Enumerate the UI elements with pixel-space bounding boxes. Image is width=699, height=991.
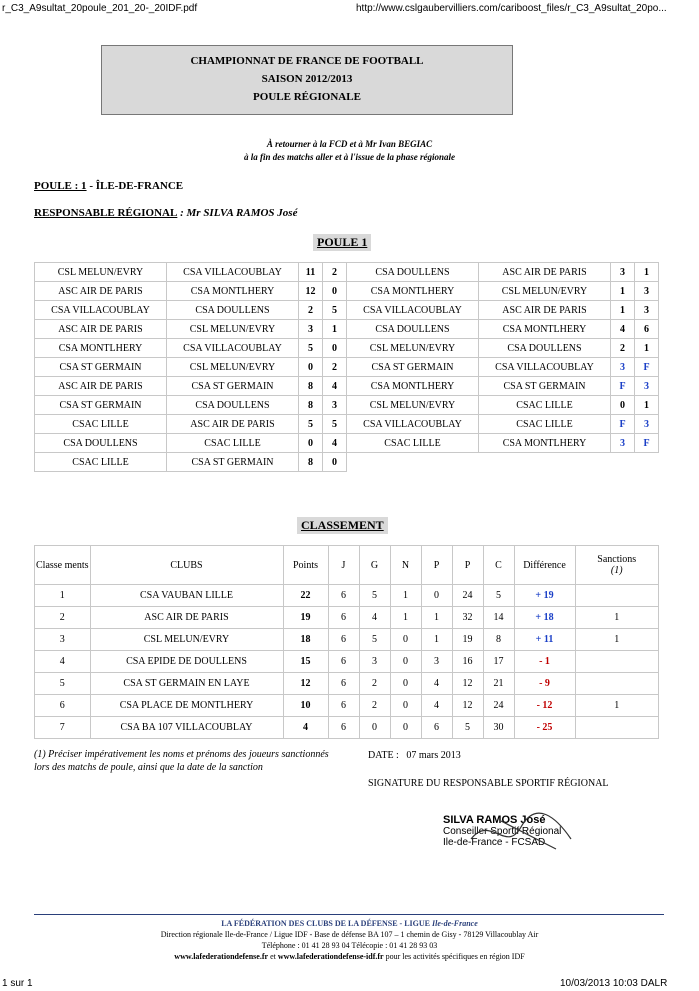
return-score-away: 3 xyxy=(635,415,659,434)
standings-c: 24 xyxy=(483,695,514,717)
match-away-team: CSA VILLACOUBLAY xyxy=(167,339,299,358)
standings-c: 17 xyxy=(483,651,514,673)
standings-points: 10 xyxy=(283,695,328,717)
match-score-home: 0 xyxy=(299,434,323,453)
match-away-team: ASC AIR DE PARIS xyxy=(167,415,299,434)
match-home-team: CSA VILLACOUBLAY xyxy=(35,301,167,320)
col-p2: P xyxy=(452,546,483,585)
standings-p1: 4 xyxy=(421,695,452,717)
match-row xyxy=(35,301,659,320)
return-score-home: 1 xyxy=(611,282,635,301)
standings-rank: 6 xyxy=(35,695,91,717)
return-score-home: 2 xyxy=(611,339,635,358)
poule-section-title: POULE 1 xyxy=(313,234,371,251)
standings-points: 15 xyxy=(283,651,328,673)
return-score-away: 1 xyxy=(635,263,659,282)
standings-p2: 32 xyxy=(452,607,483,629)
browser-tab-title: r_C3_A9sultat_20poule_201_20-_20IDF.pdf xyxy=(2,3,198,14)
match-away-team: CSA DOULLENS xyxy=(167,301,299,320)
standings-rank: 4 xyxy=(35,651,91,673)
standings-club: CSL MELUN/EVRY xyxy=(90,629,283,651)
standings-sanctions: 1 xyxy=(575,607,659,629)
sanctions-label: Sanctions xyxy=(597,554,637,565)
standings-g: 2 xyxy=(359,695,390,717)
standings-j: 6 xyxy=(328,651,359,673)
standings-club: ASC AIR DE PARIS xyxy=(90,607,283,629)
title-line-3: POULE RÉGIONALE xyxy=(253,91,361,103)
return-score-home: 3 xyxy=(611,358,635,377)
footer-heading xyxy=(0,918,699,929)
footer-divider xyxy=(34,914,664,915)
return-home-team: CSA VILLACOUBLAY xyxy=(347,415,479,434)
standings-p1: 3 xyxy=(421,651,452,673)
match-row xyxy=(35,377,659,396)
match-away-team: CSA DOULLENS xyxy=(167,396,299,415)
footer-link-1[interactable]: www.lafederationdefense.fr xyxy=(174,952,269,961)
standings-n: 0 xyxy=(390,695,421,717)
match-score-away: 0 xyxy=(323,339,347,358)
standings-j: 6 xyxy=(328,607,359,629)
standings-p2: 19 xyxy=(452,629,483,651)
col-sanctions xyxy=(575,546,659,585)
standings-row xyxy=(35,607,659,629)
standings-p1: 4 xyxy=(421,673,452,695)
standings-sanctions xyxy=(575,717,659,739)
standings-rank: 2 xyxy=(35,607,91,629)
standings-club: CSA PLACE DE MONTLHERY xyxy=(90,695,283,717)
standings-diff: - 25 xyxy=(514,717,575,739)
standings-points: 12 xyxy=(283,673,328,695)
poule-line xyxy=(34,180,183,192)
standings-c: 30 xyxy=(483,717,514,739)
match-home-team: CSAC LILLE xyxy=(35,453,167,472)
standings-club: CSA VAUBAN LILLE xyxy=(90,585,283,607)
col-j: J xyxy=(328,546,359,585)
return-score-home: 3 xyxy=(611,263,635,282)
return-score-away: F xyxy=(635,434,659,453)
match-score-home: 2 xyxy=(299,301,323,320)
return-score-away: 3 xyxy=(635,301,659,320)
standings-j: 6 xyxy=(328,585,359,607)
col-points: Points xyxy=(283,546,328,585)
standings-rank: 5 xyxy=(35,673,91,695)
responsable-value: : Mr SILVA RAMOS José xyxy=(177,207,298,219)
standings-p2: 24 xyxy=(452,585,483,607)
standings-n: 0 xyxy=(390,629,421,651)
stamp-role: Conseiller Sportif Régional xyxy=(443,826,562,837)
sanctions-footnote: (1) Préciser impérativement les noms et prénoms des joueurs sanctionnés lors des matchs de poule, ainsi que la date de la sanction xyxy=(34,749,329,773)
standings-club: CSA ST GERMAIN EN LAYE xyxy=(90,673,283,695)
signature-title: SIGNATURE DU RESPONSABLE SPORTIF RÉGIONAL xyxy=(368,778,609,789)
standings-g: 4 xyxy=(359,607,390,629)
return-home-team: CSA MONTLHERY xyxy=(347,282,479,301)
match-score-away: 1 xyxy=(323,320,347,339)
signature-stamp xyxy=(443,815,561,848)
return-score-away: 6 xyxy=(635,320,659,339)
return-away-team: CSAC LILLE xyxy=(479,396,611,415)
match-home-team: ASC AIR DE PARIS xyxy=(35,282,167,301)
standings-club: CSA EPIDE DE DOULLENS xyxy=(90,651,283,673)
match-score-away: 2 xyxy=(323,263,347,282)
col-rank: Classe ments xyxy=(35,546,91,585)
standings-g: 5 xyxy=(359,585,390,607)
standings-n: 0 xyxy=(390,673,421,695)
instruction-line-1: À retourner à la FCD et à Mr Ivan BEGIAC xyxy=(266,139,433,149)
match-score-home: 3 xyxy=(299,320,323,339)
return-home-team: CSA DOULLENS xyxy=(347,320,479,339)
stamp-name: SILVA RAMOS José xyxy=(443,814,546,826)
standings-g: 5 xyxy=(359,629,390,651)
footer-websites xyxy=(0,951,699,962)
return-home-team: CSL MELUN/EVRY xyxy=(347,339,479,358)
print-timestamp: 10/03/2013 10:03 DALR xyxy=(560,978,668,989)
match-home-team: CSL MELUN/EVRY xyxy=(35,263,167,282)
standings-sanctions xyxy=(575,585,659,607)
standings-header-row xyxy=(35,546,659,585)
match-score-home: 8 xyxy=(299,377,323,396)
match-score-away: 5 xyxy=(323,301,347,320)
return-score-home xyxy=(611,453,635,472)
page-count: 1 sur 1 xyxy=(2,978,33,989)
return-away-team: CSAC LILLE xyxy=(479,415,611,434)
standings-c: 5 xyxy=(483,585,514,607)
return-score-home: 0 xyxy=(611,396,635,415)
col-n: N xyxy=(390,546,421,585)
match-row xyxy=(35,339,659,358)
return-score-away: 1 xyxy=(635,396,659,415)
footer-address: Direction régionale Ile-de-France / Ligue IDF - Base de défense BA 107 – 1 chemin de Gisy - 78129 Villacoublay Air xyxy=(160,930,539,939)
match-away-team: CSAC LILLE xyxy=(167,434,299,453)
match-score-away: 4 xyxy=(323,434,347,453)
standings-j: 6 xyxy=(328,717,359,739)
footer-org: LA FÉDÉRATION DES CLUBS DE LA DÉFENSE - LIGUE xyxy=(221,919,433,928)
standings-c: 21 xyxy=(483,673,514,695)
return-home-team: CSL MELUN/EVRY xyxy=(347,396,479,415)
standings-p2: 12 xyxy=(452,695,483,717)
standings-row xyxy=(35,673,659,695)
footer-link-2[interactable]: www.lafederationdefense-idf.fr xyxy=(277,952,384,961)
standings-diff: - 9 xyxy=(514,673,575,695)
standings-rank: 7 xyxy=(35,717,91,739)
col-club: CLUBS xyxy=(90,546,283,585)
standings-c: 8 xyxy=(483,629,514,651)
match-row xyxy=(35,263,659,282)
standings-p2: 12 xyxy=(452,673,483,695)
return-score-away xyxy=(635,453,659,472)
title-line-2: SAISON 2012/2013 xyxy=(261,73,353,85)
return-away-team: CSA ST GERMAIN xyxy=(479,377,611,396)
standings-p1: 1 xyxy=(421,629,452,651)
return-home-team: CSA VILLACOUBLAY xyxy=(347,301,479,320)
match-row xyxy=(35,358,659,377)
match-away-team: CSA ST GERMAIN xyxy=(167,377,299,396)
return-home-team: CSA ST GERMAIN xyxy=(347,358,479,377)
standings-p1: 0 xyxy=(421,585,452,607)
instruction-line-2: à la fin des matchs aller et à l'issue de la phase régionale xyxy=(244,152,455,162)
match-row xyxy=(35,453,659,472)
return-home-team: CSA DOULLENS xyxy=(347,263,479,282)
return-away-team: ASC AIR DE PARIS xyxy=(479,263,611,282)
return-score-home: 3 xyxy=(611,434,635,453)
standings-row xyxy=(35,629,659,651)
return-away-team: CSL MELUN/EVRY xyxy=(479,282,611,301)
match-score-away: 4 xyxy=(323,377,347,396)
standings-p2: 16 xyxy=(452,651,483,673)
standings-row xyxy=(35,717,659,739)
return-away-team xyxy=(479,453,611,472)
standings-club: CSA BA 107 VILLACOUBLAY xyxy=(90,717,283,739)
stamp-org: Ile-de-France - FCSAD xyxy=(443,837,546,848)
standings-g: 0 xyxy=(359,717,390,739)
standings-sanctions: 1 xyxy=(575,629,659,651)
match-score-away: 0 xyxy=(323,453,347,472)
match-score-away: 0 xyxy=(323,282,347,301)
match-score-home: 8 xyxy=(299,453,323,472)
match-row xyxy=(35,396,659,415)
standings-diff: + 11 xyxy=(514,629,575,651)
match-home-team: CSAC LILLE xyxy=(35,415,167,434)
match-score-home: 8 xyxy=(299,396,323,415)
standings-points: 4 xyxy=(283,717,328,739)
match-row xyxy=(35,282,659,301)
standings-diff: + 19 xyxy=(514,585,575,607)
match-score-home: 12 xyxy=(299,282,323,301)
match-score-away: 5 xyxy=(323,415,347,434)
standings-row xyxy=(35,651,659,673)
match-score-home: 5 xyxy=(299,415,323,434)
match-score-home: 5 xyxy=(299,339,323,358)
return-away-team: ASC AIR DE PARIS xyxy=(479,301,611,320)
standings-row xyxy=(35,585,659,607)
standings-n: 1 xyxy=(390,607,421,629)
standings-rank: 3 xyxy=(35,629,91,651)
match-score-home: 11 xyxy=(299,263,323,282)
match-away-team: CSA ST GERMAIN xyxy=(167,453,299,472)
match-home-team: CSA ST GERMAIN xyxy=(35,358,167,377)
standings-diff: - 1 xyxy=(514,651,575,673)
return-score-home: 4 xyxy=(611,320,635,339)
return-away-team: CSA DOULLENS xyxy=(479,339,611,358)
standings-rank: 1 xyxy=(35,585,91,607)
standings-n: 1 xyxy=(390,585,421,607)
return-home-team xyxy=(347,453,479,472)
match-away-team: CSL MELUN/EVRY xyxy=(167,358,299,377)
footer-tail: pour les activités spécifiques en région IDF xyxy=(383,952,525,961)
match-score-away: 3 xyxy=(323,396,347,415)
standings-sanctions xyxy=(575,673,659,695)
date-label: DATE : xyxy=(368,750,399,761)
title-line-1: CHAMPIONNAT DE FRANCE DE FOOTBALL xyxy=(190,55,424,67)
matches-table xyxy=(34,262,659,472)
match-home-team: CSA DOULLENS xyxy=(35,434,167,453)
standings-j: 6 xyxy=(328,695,359,717)
match-away-team: CSL MELUN/EVRY xyxy=(167,320,299,339)
col-c: C xyxy=(483,546,514,585)
standings-n: 0 xyxy=(390,717,421,739)
standings-p1: 6 xyxy=(421,717,452,739)
standings-j: 6 xyxy=(328,673,359,695)
document-title-box xyxy=(101,45,513,115)
standings-points: 22 xyxy=(283,585,328,607)
standings-sanctions xyxy=(575,651,659,673)
standings-table xyxy=(34,545,659,739)
return-away-team: CSA MONTLHERY xyxy=(479,434,611,453)
match-home-team: ASC AIR DE PARIS xyxy=(35,320,167,339)
match-row xyxy=(35,415,659,434)
match-row xyxy=(35,320,659,339)
standings-c: 14 xyxy=(483,607,514,629)
classement-section-title: CLASSEMENT xyxy=(297,517,388,534)
return-away-team: CSA VILLACOUBLAY xyxy=(479,358,611,377)
standings-n: 0 xyxy=(390,651,421,673)
standings-points: 19 xyxy=(283,607,328,629)
return-score-home: 1 xyxy=(611,301,635,320)
standings-p1: 1 xyxy=(421,607,452,629)
standings-j: 6 xyxy=(328,629,359,651)
return-score-away: 1 xyxy=(635,339,659,358)
match-away-team: CSA VILLACOUBLAY xyxy=(167,263,299,282)
match-home-team: ASC AIR DE PARIS xyxy=(35,377,167,396)
return-score-home: F xyxy=(611,377,635,396)
return-score-away: 3 xyxy=(635,282,659,301)
responsable-line xyxy=(34,207,297,219)
standings-diff: + 18 xyxy=(514,607,575,629)
standings-sanctions: 1 xyxy=(575,695,659,717)
match-away-team: CSA MONTLHERY xyxy=(167,282,299,301)
col-p1: P xyxy=(421,546,452,585)
col-g: G xyxy=(359,546,390,585)
return-home-team: CSA MONTLHERY xyxy=(347,377,479,396)
match-home-team: CSA ST GERMAIN xyxy=(35,396,167,415)
poule-value: - ÎLE-DE-FRANCE xyxy=(86,180,184,192)
standings-points: 18 xyxy=(283,629,328,651)
return-away-team: CSA MONTLHERY xyxy=(479,320,611,339)
return-score-away: F xyxy=(635,358,659,377)
match-home-team: CSA MONTLHERY xyxy=(35,339,167,358)
standings-row xyxy=(35,695,659,717)
standings-diff: - 12 xyxy=(514,695,575,717)
browser-url[interactable]: http://www.cslgaubervilliers.com/cariboost_files/r_C3_A9sultat_20po... xyxy=(356,3,667,14)
footer-phone: Téléphone : 01 41 28 93 04 Télécopie : 01 41 28 93 03 xyxy=(261,941,438,950)
match-score-home: 0 xyxy=(299,358,323,377)
standings-g: 3 xyxy=(359,651,390,673)
footer-and: et xyxy=(268,952,278,961)
match-score-away: 2 xyxy=(323,358,347,377)
match-row xyxy=(35,434,659,453)
responsable-label: RESPONSABLE RÉGIONAL xyxy=(34,207,178,219)
standings-g: 2 xyxy=(359,673,390,695)
return-home-team: CSAC LILLE xyxy=(347,434,479,453)
standings-p2: 5 xyxy=(452,717,483,739)
date-line xyxy=(368,750,461,761)
col-diff: Différence xyxy=(514,546,575,585)
date-value: 07 mars 2013 xyxy=(406,750,461,761)
poule-label: POULE : 1 xyxy=(34,180,87,192)
return-score-away: 3 xyxy=(635,377,659,396)
sanctions-note-ref: (1) xyxy=(610,565,623,576)
return-score-home: F xyxy=(611,415,635,434)
signature-scribble-icon xyxy=(461,809,591,859)
footer-region: Ile-de-France xyxy=(432,919,478,928)
